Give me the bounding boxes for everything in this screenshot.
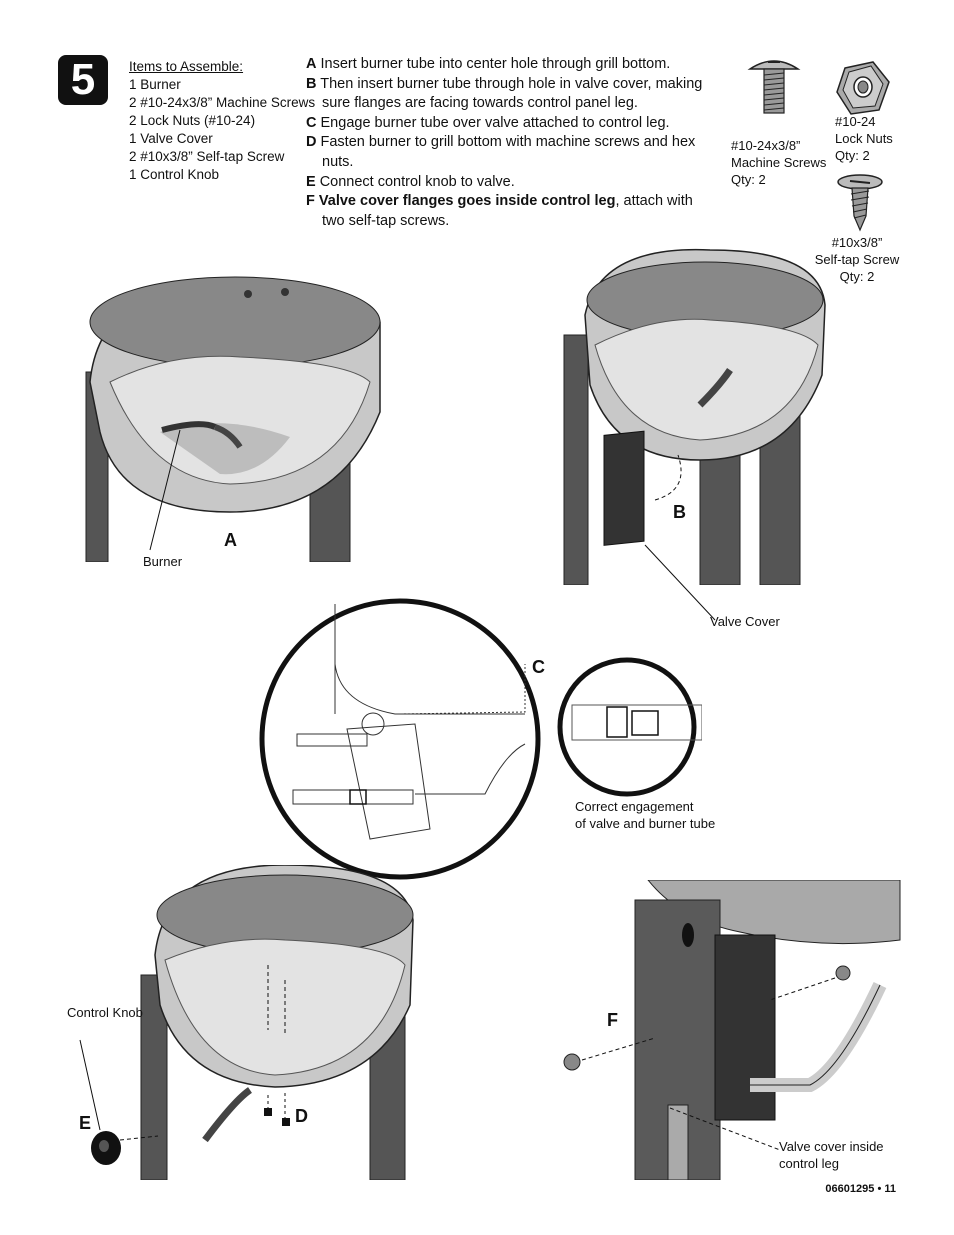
footer-separator: • bbox=[877, 1183, 882, 1195]
instruction-f: F Valve cover flanges goes inside control leg, attach with two self-tap screws. bbox=[306, 193, 693, 229]
items-to-assemble-list bbox=[129, 58, 315, 184]
callout-b: B bbox=[673, 502, 686, 522]
valve-cover-inside-caption: Valve cover inside control leg bbox=[779, 1139, 884, 1171]
machine-screw-icon bbox=[740, 55, 810, 125]
callout-c: C bbox=[532, 657, 545, 677]
item-3: 2 Lock Nuts (#10-24) bbox=[129, 113, 256, 128]
instruction-d: D Fasten burner to grill bottom with machine screws and hex nuts. bbox=[306, 134, 696, 170]
item-5: 2 #10x3/8” Self-tap Screw bbox=[129, 149, 285, 164]
burner-label: Burner bbox=[143, 554, 183, 569]
correct-engagement-caption: Correct engagement of valve and burner tube bbox=[575, 799, 716, 831]
instruction-a: A Insert burner tube into center hole through grill bottom. bbox=[306, 56, 671, 72]
item-1: 1 Burner bbox=[129, 77, 181, 92]
instruction-b: B Then insert burner tube through hole in valve cover, making sure flanges are facing towards control panel leg. bbox=[306, 75, 703, 112]
callout-d: D bbox=[295, 1106, 308, 1126]
item-4: 1 Valve Cover bbox=[129, 131, 213, 146]
callout-e: E bbox=[79, 1113, 92, 1133]
doc-number: 06601295 bbox=[825, 1183, 875, 1195]
illustration-c-correct-engagement bbox=[552, 655, 702, 800]
illustration-c-detail-circle bbox=[255, 594, 545, 884]
callout-f: F bbox=[607, 1010, 618, 1030]
instructions-block bbox=[306, 55, 706, 231]
control-knob-label: Control Knob bbox=[67, 1005, 143, 1020]
self-tap-screw-label: #10x3/8” Self-tap Screw Qty: 2 bbox=[814, 235, 900, 284]
knob-arrow bbox=[118, 1128, 163, 1148]
burner-leader-line bbox=[140, 425, 200, 555]
lock-nut-label: #10-24 Lock Nuts Qty: 2 bbox=[835, 114, 893, 163]
instruction-e: E Connect control knob to valve. bbox=[306, 173, 515, 190]
valve-cover-label: Valve Cover bbox=[710, 614, 780, 629]
machine-screw-label: #10-24x3/8” Machine Screws Qty: 2 bbox=[731, 138, 827, 187]
page-number: 11 bbox=[884, 1183, 896, 1195]
items-header: Items to Assemble: bbox=[129, 59, 244, 74]
page-footer bbox=[825, 1183, 896, 1195]
self-tap-screw-icon bbox=[835, 172, 885, 232]
illustration-a-burner-insert bbox=[80, 262, 390, 562]
illustration-d-e-grill-bottom bbox=[135, 865, 420, 1180]
item-6: 1 Control Knob bbox=[129, 167, 220, 182]
callout-a: A bbox=[224, 530, 237, 550]
item-2: 2 #10-24x3/8” Machine Screws bbox=[129, 95, 316, 110]
instruction-c: C Engage burner tube over valve attached to control leg. bbox=[306, 114, 670, 131]
step-number-badge: 5 bbox=[58, 55, 108, 105]
lock-nut-icon bbox=[833, 60, 893, 116]
illustration-b-valve-cover bbox=[560, 245, 850, 585]
